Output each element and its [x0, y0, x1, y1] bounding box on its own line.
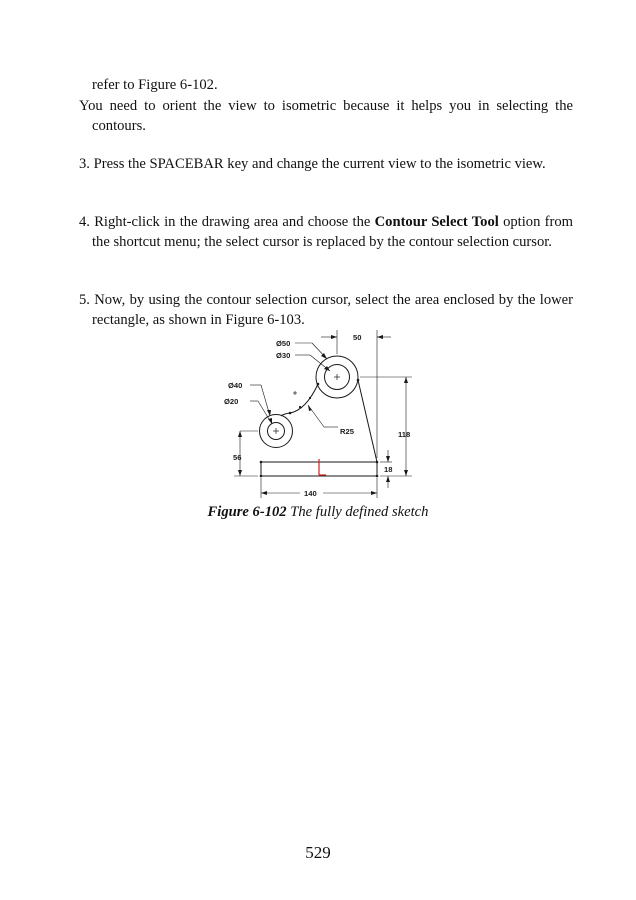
step-5: [79, 291, 573, 330]
step-text: option from the shortcut menu; the select cursor is replaced by the contour selection cursor.: [92, 214, 574, 250]
page-number: 529: [305, 843, 331, 862]
dim-label-d20: Ø20: [224, 397, 239, 406]
step-3: [79, 155, 573, 175]
dim-label-h56: 56: [233, 453, 242, 462]
dim-label-w140: 140: [304, 489, 317, 498]
dim-label-h118: 118: [398, 430, 411, 439]
dim-label-h18: 18: [384, 465, 393, 474]
dim-label-d40: Ø40: [228, 381, 243, 390]
sketch-origin: [319, 459, 326, 475]
caption-label: Figure 6-102: [207, 504, 287, 520]
dim-label-d50: Ø50: [276, 339, 291, 348]
paragraph-isometric-note: [79, 97, 573, 136]
sketch-drawing: [220, 328, 420, 503]
step-text: 5. Now, by using the contour selection cursor, select the area enclosed by the lower rectangle, as shown in Figure 6-103.: [79, 292, 573, 328]
paragraph-continuation: [79, 76, 573, 96]
dim-label-w50: 50: [353, 333, 362, 342]
step-text: 3. Press the SPACEBAR key and change the current view to the isometric view.: [79, 156, 546, 172]
tangent-line: [358, 380, 377, 462]
dim-label-r25: R25: [340, 427, 354, 436]
step-4: [79, 213, 573, 252]
figure-6-102-sketch: [220, 328, 420, 503]
step-text: 4. Right-click in the drawing area and choose the: [79, 214, 375, 230]
dim-label-d30: Ø30: [276, 351, 291, 360]
paragraph-text: You need to orient the view to isometric because it helps you in selecting the contours.: [79, 98, 573, 134]
figure-caption: [0, 503, 636, 523]
tool-name-bold: Contour Select Tool: [374, 214, 499, 230]
caption-text: The fully defined sketch: [286, 504, 429, 520]
paragraph-text: refer to Figure 6-102.: [92, 77, 218, 93]
